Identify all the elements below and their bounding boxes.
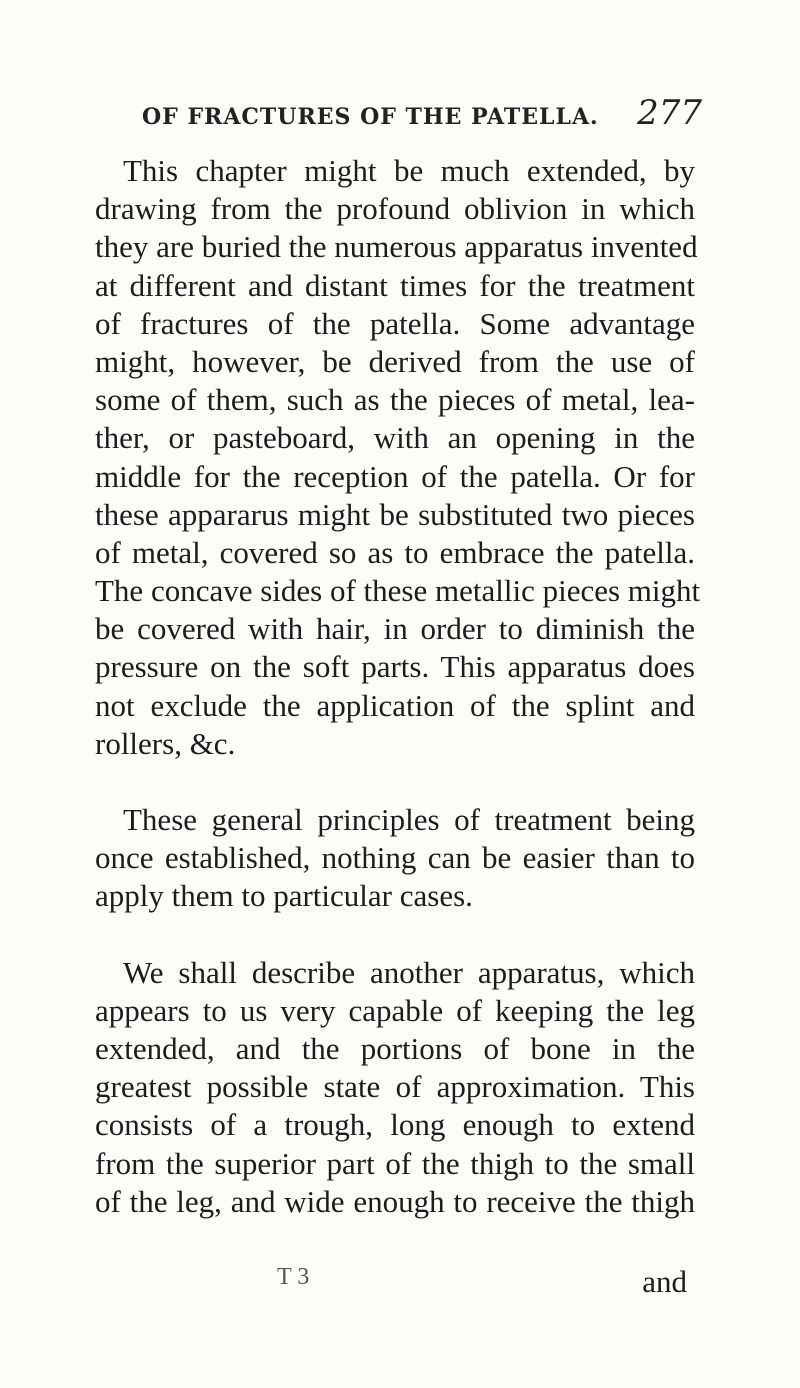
- text-line: some of them, such as the pieces of metal, lea-: [95, 382, 695, 418]
- text-line: rollers, &c.: [95, 725, 236, 761]
- text-line: middle for the reception of the patella. Or for: [95, 458, 695, 494]
- text-line: of metal, covered so as to embrace the patella.: [95, 534, 695, 570]
- text-line: of the leg, and wide enough to receive the thigh: [95, 1183, 695, 1219]
- page-number: 277: [637, 93, 702, 133]
- paragraph: [95, 801, 695, 916]
- text-line: drawing from the profound oblivion in which: [95, 191, 695, 227]
- text-line: they are buried the numerous apparatus invented: [95, 229, 698, 265]
- paragraph: [95, 152, 701, 763]
- text-line: ther, or pasteboard, with an opening in the: [95, 420, 695, 456]
- text-line: from the superior part of the thigh to the small: [95, 1145, 695, 1181]
- text-line: apply them to particular cases.: [95, 878, 473, 914]
- text-line: These general principles of treatment being: [123, 802, 695, 837]
- text-line: greatest possible state of approximation. This: [95, 1069, 695, 1105]
- running-title: OF FRACTURES OF THE PATELLA.: [142, 104, 599, 130]
- text-line: these appararus might be substituted two pieces: [95, 496, 695, 532]
- text-line: pressure on the soft parts. This apparatus does: [95, 649, 695, 685]
- text-line: This chapter might be much extended, by: [123, 153, 695, 188]
- text-line: might, however, be derived from the use of: [95, 343, 695, 379]
- text-line: be covered with hair, in order to diminish the: [95, 611, 695, 647]
- paragraph: [95, 954, 695, 1221]
- text-line: not exclude the application of the splint and: [95, 687, 695, 723]
- paragraph-gap: [95, 916, 695, 954]
- text-line: appears to us very capable of keeping the leg: [95, 992, 695, 1028]
- text-line: The concave sides of these metallic pieces might: [95, 573, 701, 609]
- text-line: extended, and the portions of bone in the: [95, 1030, 695, 1066]
- text-line: of fractures of the patella. Some advantage: [95, 305, 695, 341]
- body-text: [95, 152, 701, 1221]
- running-head: [142, 93, 702, 133]
- text-line: We shall describe another apparatus, which: [123, 954, 695, 990]
- paragraph-gap: [95, 763, 695, 801]
- text-line: at different and distant times for the treatment: [95, 267, 695, 303]
- text-line: consists of a trough, long enough to extend: [95, 1107, 695, 1143]
- signature-mark: T 3: [277, 1264, 310, 1290]
- catchword: and: [642, 1264, 687, 1299]
- text-line: once established, nothing can be easier than to: [95, 840, 695, 876]
